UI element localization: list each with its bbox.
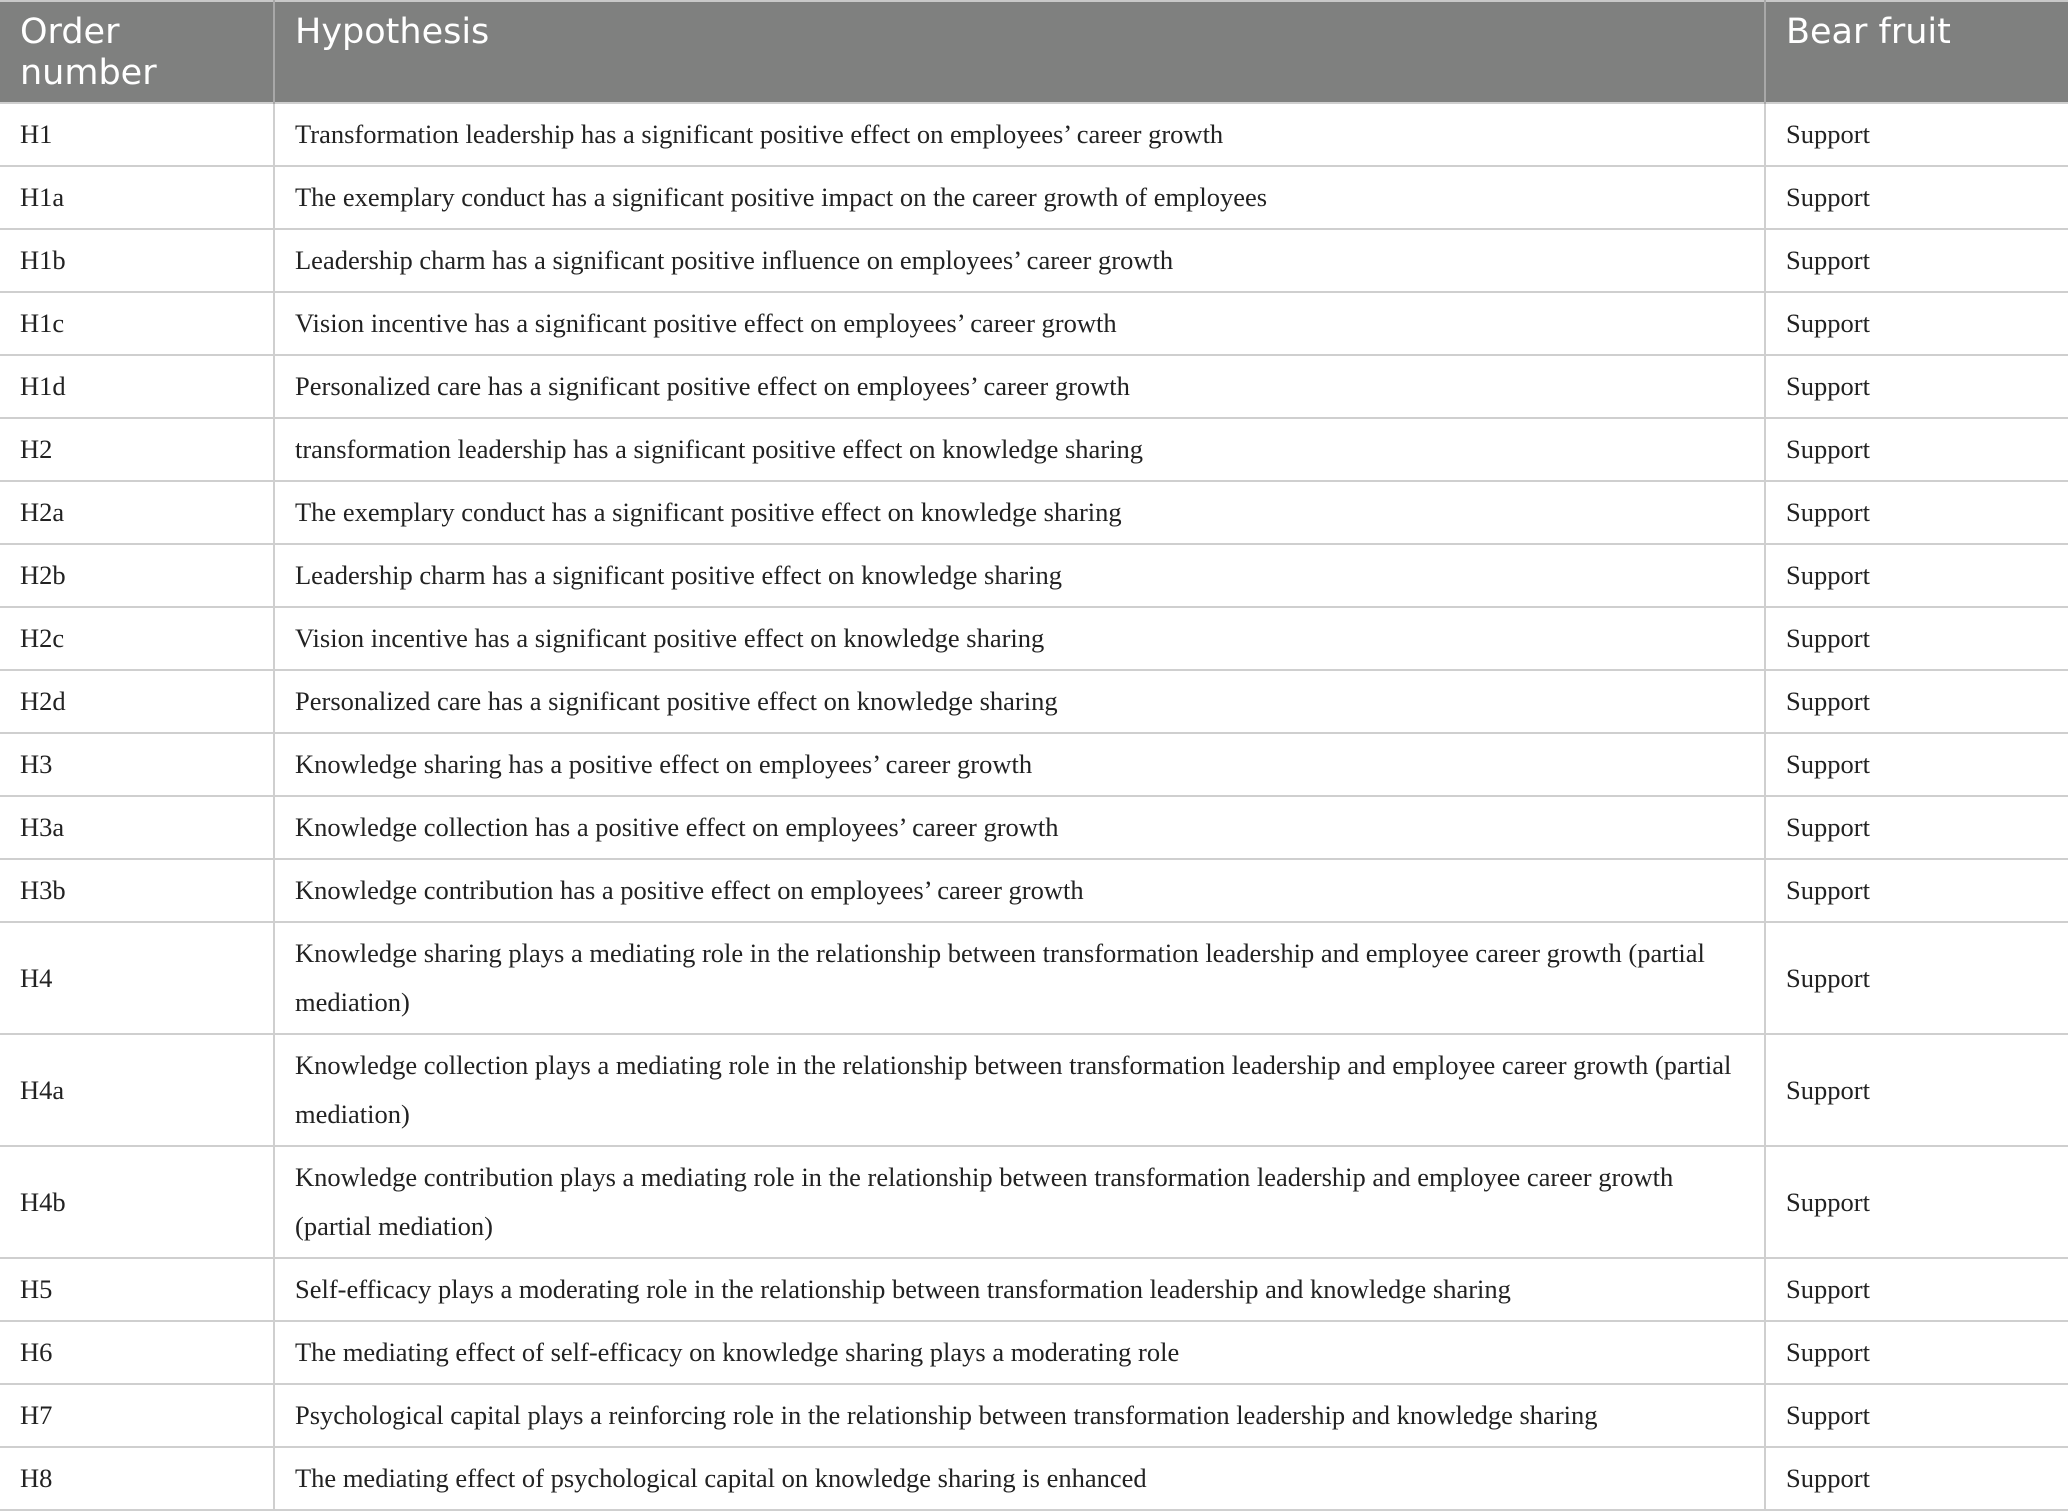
table-row xyxy=(0,166,2068,229)
table-row xyxy=(0,418,2068,481)
table-row xyxy=(0,796,2068,859)
result-cell: Support xyxy=(1765,292,2068,355)
result-cell: Support xyxy=(1765,670,2068,733)
order-number-cell: H1a xyxy=(0,166,274,229)
hypothesis-cell: Leadership charm has a significant positive influence on employees’ career growth xyxy=(274,229,1765,292)
order-number-cell: H1 xyxy=(0,103,274,166)
order-number-cell: H4a xyxy=(0,1034,274,1146)
order-number-cell: H3b xyxy=(0,859,274,922)
table-row xyxy=(0,292,2068,355)
result-cell: Support xyxy=(1765,1258,2068,1321)
table-row xyxy=(0,1321,2068,1384)
result-cell: Support xyxy=(1765,418,2068,481)
table-row xyxy=(0,1034,2068,1146)
result-cell: Support xyxy=(1765,355,2068,418)
hypothesis-cell: The mediating effect of self-efficacy on knowledge sharing plays a moderating role xyxy=(274,1321,1765,1384)
hypothesis-cell: Self-efficacy plays a moderating role in the relationship between transformation leadership and knowledge sharing xyxy=(274,1258,1765,1321)
hypothesis-cell: Personalized care has a significant positive effect on employees’ career growth xyxy=(274,355,1765,418)
hypothesis-cell: The exemplary conduct has a significant positive impact on the career growth of employees xyxy=(274,166,1765,229)
table-row xyxy=(0,481,2068,544)
table-row xyxy=(0,922,2068,1034)
result-cell: Support xyxy=(1765,1447,2068,1510)
order-number-cell: H4 xyxy=(0,922,274,1034)
result-cell: Support xyxy=(1765,796,2068,859)
result-cell: Support xyxy=(1765,1034,2068,1146)
result-cell: Support xyxy=(1765,544,2068,607)
table-row xyxy=(0,229,2068,292)
hypothesis-cell: Knowledge collection plays a mediating role in the relationship between transformation leadership and employee career growth (partial mediation) xyxy=(274,1034,1765,1146)
table-row xyxy=(0,670,2068,733)
result-cell: Support xyxy=(1765,1146,2068,1258)
order-number-cell: H3 xyxy=(0,733,274,796)
order-number-cell: H7 xyxy=(0,1384,274,1447)
hypothesis-cell: The exemplary conduct has a significant positive effect on knowledge sharing xyxy=(274,481,1765,544)
order-number-cell: H2c xyxy=(0,607,274,670)
result-cell: Support xyxy=(1765,481,2068,544)
hypothesis-cell: Knowledge collection has a positive effect on employees’ career growth xyxy=(274,796,1765,859)
hypothesis-cell: transformation leadership has a significant positive effect on knowledge sharing xyxy=(274,418,1765,481)
table-row xyxy=(0,103,2068,166)
table-row xyxy=(0,733,2068,796)
header-order-number: Order number xyxy=(0,1,274,103)
result-cell: Support xyxy=(1765,922,2068,1034)
table-row xyxy=(0,607,2068,670)
table-row xyxy=(0,1146,2068,1258)
header-row xyxy=(0,1,2068,103)
order-number-cell: H4b xyxy=(0,1146,274,1258)
hypothesis-cell: Vision incentive has a significant positive effect on knowledge sharing xyxy=(274,607,1765,670)
order-number-cell: H2 xyxy=(0,418,274,481)
result-cell: Support xyxy=(1765,1321,2068,1384)
table-row xyxy=(0,859,2068,922)
hypothesis-cell: Psychological capital plays a reinforcing role in the relationship between transformation leadership and knowledge sharing xyxy=(274,1384,1765,1447)
hypothesis-cell: Personalized care has a significant positive effect on knowledge sharing xyxy=(274,670,1765,733)
header-hypothesis: Hypothesis xyxy=(274,1,1765,103)
result-cell: Support xyxy=(1765,733,2068,796)
result-cell: Support xyxy=(1765,229,2068,292)
order-number-cell: H2a xyxy=(0,481,274,544)
table-row xyxy=(0,1447,2068,1510)
order-number-cell: H3a xyxy=(0,796,274,859)
result-cell: Support xyxy=(1765,103,2068,166)
result-cell: Support xyxy=(1765,859,2068,922)
table-row xyxy=(0,1384,2068,1447)
hypothesis-cell: Vision incentive has a significant positive effect on employees’ career growth xyxy=(274,292,1765,355)
table-row xyxy=(0,355,2068,418)
result-cell: Support xyxy=(1765,166,2068,229)
hypothesis-cell: Knowledge contribution has a positive effect on employees’ career growth xyxy=(274,859,1765,922)
result-cell: Support xyxy=(1765,607,2068,670)
hypothesis-cell: The mediating effect of psychological capital on knowledge sharing is enhanced xyxy=(274,1447,1765,1510)
order-number-cell: H1b xyxy=(0,229,274,292)
hypothesis-cell: Knowledge contribution plays a mediating role in the relationship between transformation leadership and employee career growth (partial mediation) xyxy=(274,1146,1765,1258)
hypothesis-cell: Leadership charm has a significant positive effect on knowledge sharing xyxy=(274,544,1765,607)
order-number-cell: H2b xyxy=(0,544,274,607)
result-cell: Support xyxy=(1765,1384,2068,1447)
order-number-cell: H1d xyxy=(0,355,274,418)
order-number-cell: H8 xyxy=(0,1447,274,1510)
hypothesis-cell: Knowledge sharing has a positive effect on employees’ career growth xyxy=(274,733,1765,796)
hypothesis-cell: Knowledge sharing plays a mediating role in the relationship between transformation leadership and employee career growth (partial mediation) xyxy=(274,922,1765,1034)
order-number-cell: H1c xyxy=(0,292,274,355)
order-number-cell: H2d xyxy=(0,670,274,733)
header-bear-fruit: Bear fruit xyxy=(1765,1,2068,103)
table-row xyxy=(0,544,2068,607)
table-row xyxy=(0,1258,2068,1321)
order-number-cell: H5 xyxy=(0,1258,274,1321)
hypothesis-cell: Transformation leadership has a significant positive effect on employees’ career growth xyxy=(274,103,1765,166)
order-number-cell: H6 xyxy=(0,1321,274,1384)
